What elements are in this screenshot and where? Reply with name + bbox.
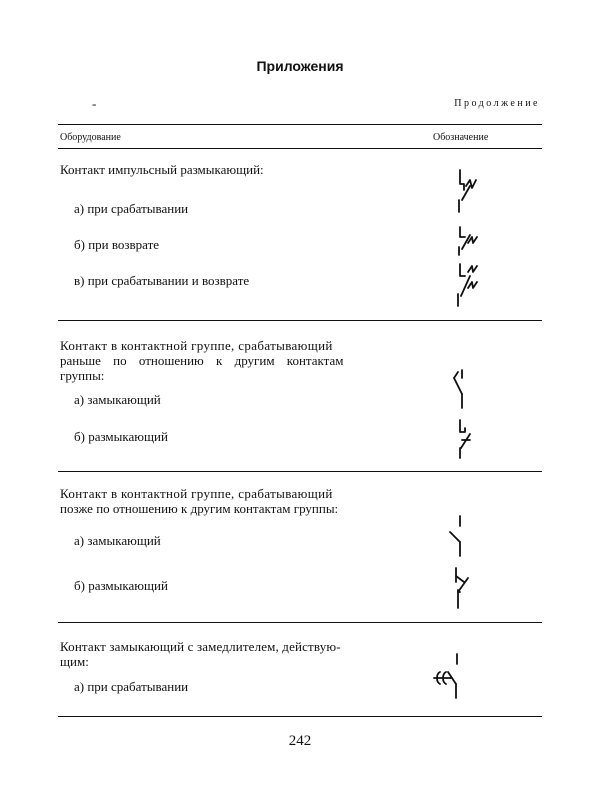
column-header-rule — [58, 148, 542, 149]
dash-mark: - — [92, 96, 97, 111]
section-3-bottom-rule — [58, 622, 542, 623]
section-4-item-a: а) при срабатывании — [74, 679, 189, 694]
section-1-bottom-rule — [58, 320, 542, 321]
section-2-item-b: б) размыкающий — [74, 429, 168, 444]
section-3-item-b: б) размыкающий — [74, 578, 168, 593]
continuation-label: Продолжение — [454, 98, 540, 109]
section-3-item-a: а) замыкающий — [74, 533, 161, 548]
section-1-title: Контакт импульсный размыкающий: — [60, 162, 264, 177]
column-header-symbol: Обозначение — [433, 132, 489, 143]
impulse-break-operate-icon — [448, 166, 482, 214]
column-header-equipment: Оборудование — [60, 132, 121, 143]
late-break-contact-icon — [446, 566, 476, 610]
page-number: 242 — [288, 733, 312, 749]
impulse-break-both-icon — [448, 262, 482, 308]
section-3-title-line-1: Контакт в контактной группе, срабатывающий — [60, 486, 333, 501]
delayed-make-operate-icon — [430, 650, 470, 700]
section-3-title-line-2: позже по отношению к другим контактам группы: — [60, 501, 339, 516]
section-1-item-a: а) при срабатывании — [74, 201, 189, 216]
late-make-contact-icon — [446, 512, 472, 558]
early-make-contact-icon — [448, 366, 474, 410]
section-2-item-a: а) замыкающий — [74, 392, 161, 407]
section-4-title-line-2: щим: — [60, 654, 89, 669]
impulse-break-return-icon — [448, 225, 482, 257]
section-1-item-c: в) при срабатывании и возврате — [74, 273, 250, 288]
section-2-title-line-2: раньше по отношению к другим контактам — [60, 353, 344, 368]
section-2-bottom-rule — [58, 471, 542, 472]
section-1-item-b: б) при возврате — [74, 237, 160, 252]
section-2-title-line-1: Контакт в контактной группе, срабатывающий — [60, 338, 333, 353]
section-2-title-line-3: группы: — [60, 368, 105, 383]
early-break-contact-icon — [448, 418, 478, 460]
table-bottom-rule — [58, 716, 542, 717]
table-top-rule — [58, 124, 542, 125]
section-4-title-line-1: Контакт замыкающий с замедлителем, действую- — [60, 639, 341, 654]
page-header-title: Приложения — [256, 58, 344, 74]
